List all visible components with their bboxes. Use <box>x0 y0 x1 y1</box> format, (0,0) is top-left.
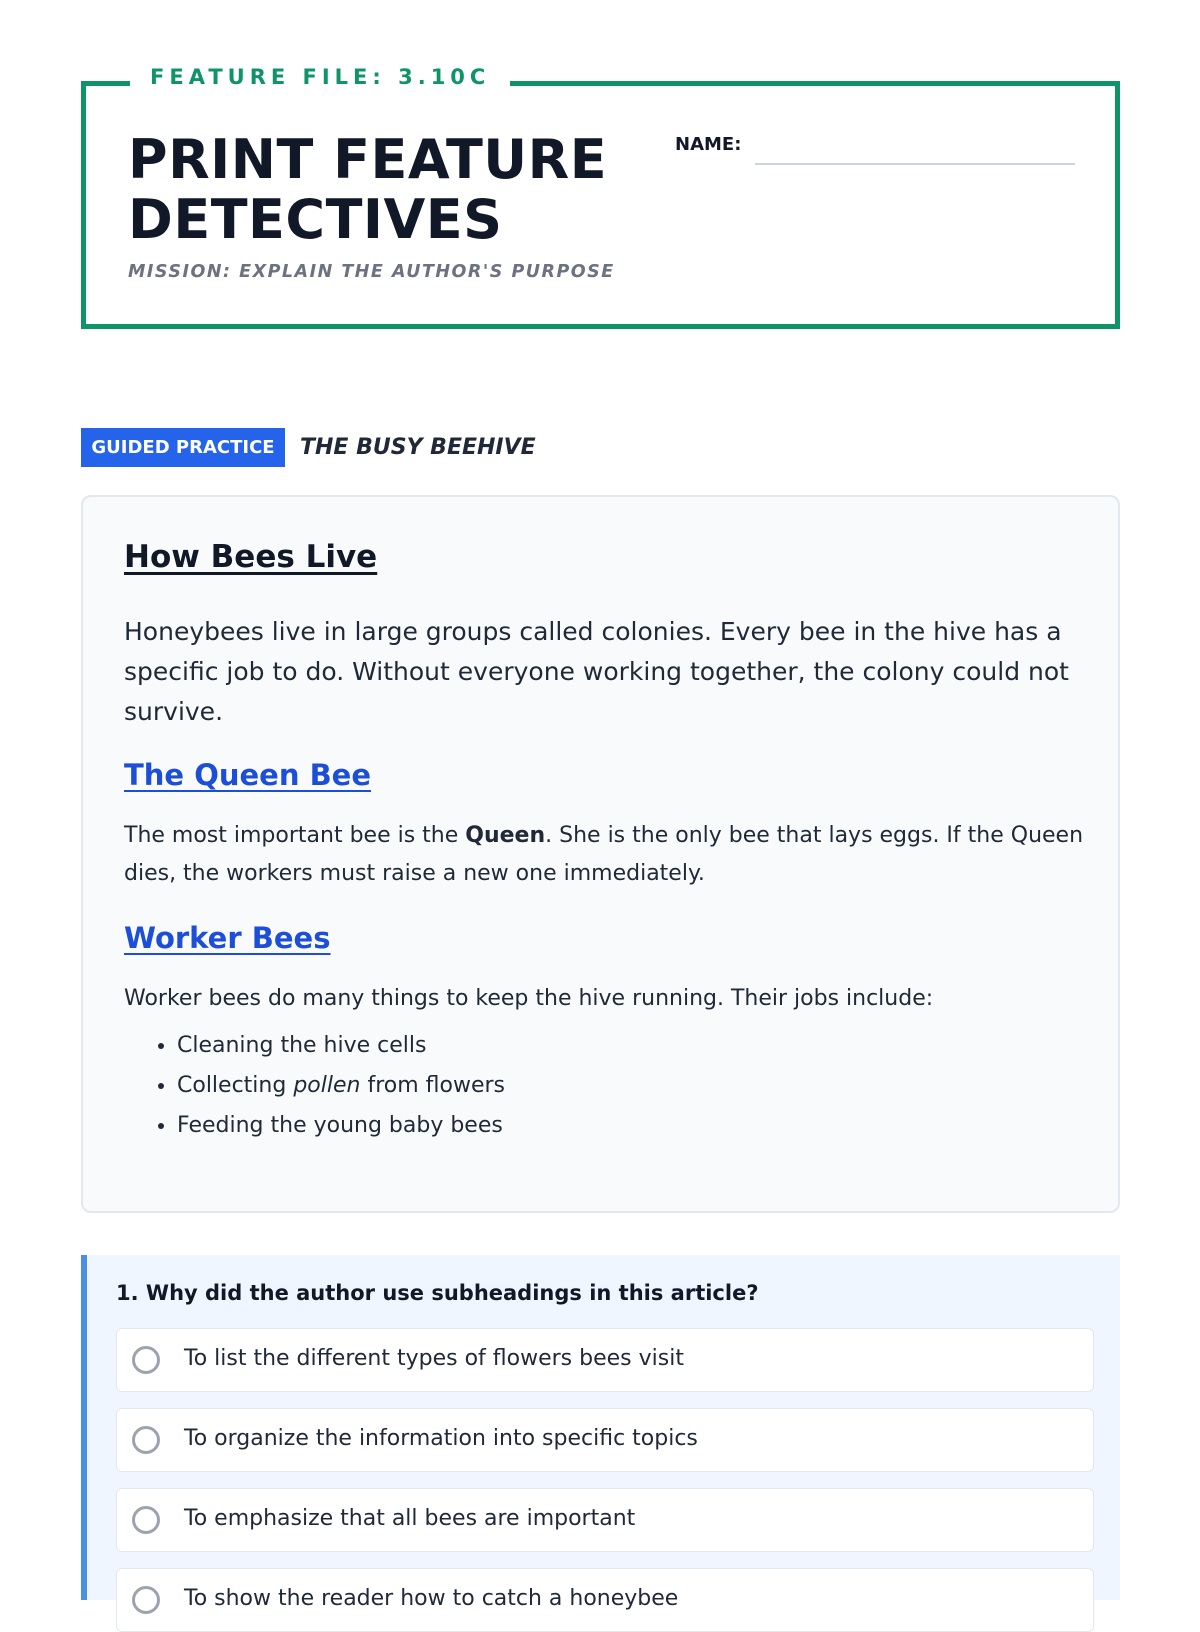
article-card <box>81 495 1120 1213</box>
worker-jobs-list <box>124 1026 505 1146</box>
question-block <box>81 1255 1120 1611</box>
page-title: PRINT FEATURE DETECTIVES <box>128 128 608 251</box>
list-item: • Cleaning the hive cells <box>177 1026 505 1066</box>
answer-option[interactable] <box>116 1408 1094 1472</box>
answer-option[interactable] <box>116 1568 1094 1632</box>
queen-text-start: The most important bee is the <box>124 823 466 848</box>
list-item: • Feeding the young baby bees <box>177 1106 505 1146</box>
list-item <box>177 1066 505 1106</box>
article-intro: Honeybees live in large groups called colonies. Every bee in the hive has a specific job to do. Without everyone working together, the colony could not survive. <box>124 617 1069 726</box>
radio-button[interactable] <box>132 1506 160 1534</box>
feature-file-label: FEATURE FILE: 3.10C <box>130 62 510 92</box>
queen-bold-term: Queen <box>465 823 546 848</box>
answer-option-label: To list the different types of flowers bees visit <box>184 1346 684 1371</box>
name-input-line[interactable] <box>755 163 1075 165</box>
queen-subheading: The Queen Bee <box>124 758 372 792</box>
worker-subheading: Worker Bees <box>124 921 331 955</box>
mission-subtitle: MISSION: EXPLAIN THE AUTHOR'S PURPOSE <box>128 262 615 282</box>
radio-button[interactable] <box>132 1346 160 1374</box>
worker-paragraph: Worker bees do many things to keep the hive running. Their jobs include: <box>124 986 934 1011</box>
answer-option[interactable] <box>116 1328 1094 1392</box>
answer-option[interactable] <box>116 1488 1094 1552</box>
question-text: 1. Why did the author use subheadings in this article? <box>116 1281 759 1305</box>
list-item-text: from flowers <box>360 1073 506 1098</box>
radio-button[interactable] <box>132 1426 160 1454</box>
section-title: THE BUSY BEEHIVE <box>300 435 536 460</box>
answer-option-label: To emphasize that all bees are important <box>184 1506 636 1531</box>
article-heading: How Bees Live <box>124 539 378 575</box>
answer-option-label: To organize the information into specific topics <box>184 1426 698 1451</box>
queen-paragraph <box>124 817 1084 893</box>
list-item-emphasis: pollen <box>293 1073 361 1098</box>
name-label: NAME: <box>675 134 742 155</box>
radio-button[interactable] <box>132 1586 160 1614</box>
list-item-text: Collecting <box>177 1073 294 1098</box>
guided-practice-badge: GUIDED PRACTICE <box>81 428 285 467</box>
queen-text-end: . She is the only bee that lays eggs. If the Queen dies, the workers must raise a new one immediately. <box>124 823 1084 886</box>
answer-option-label: To show the reader how to catch a honeybee <box>184 1586 679 1611</box>
